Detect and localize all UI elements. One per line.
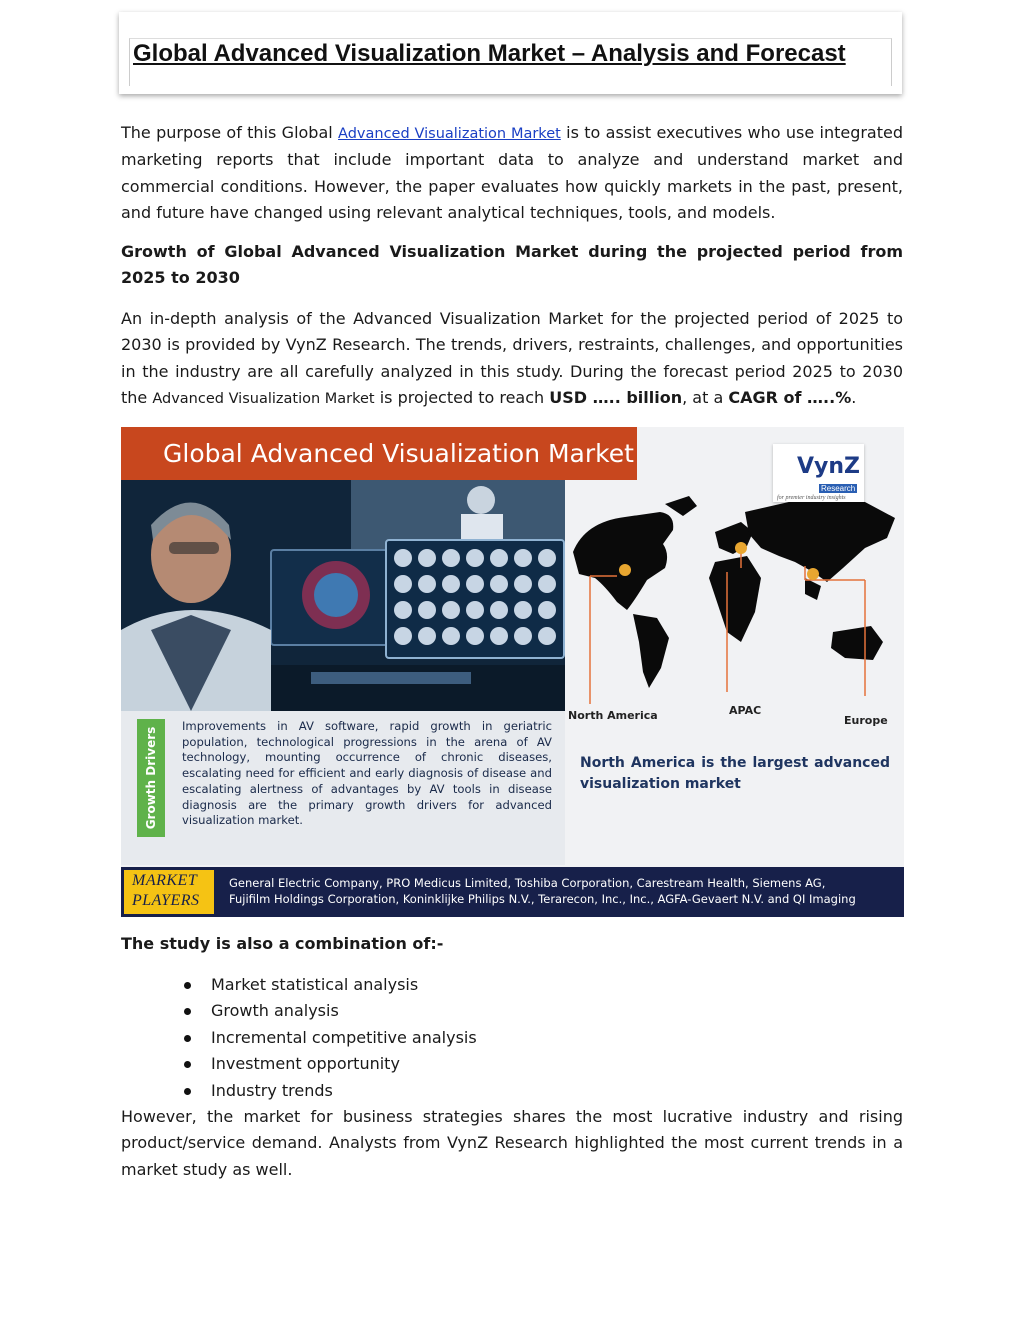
growth-drivers-label: Growth Drivers (144, 726, 158, 830)
closing-paragraph: However, the market for business strategies shares the most lucrative industry and rising product/service demand. Analysts from VynZ Research highlighted the most current trends in a market study as well. (121, 1107, 903, 1179)
logo-tagline: for premier industry insights (777, 495, 846, 501)
usd-value: USD ….. billion (549, 388, 683, 408)
cagr-value: CAGR of …..% (728, 388, 852, 408)
market-players-bar (121, 867, 904, 917)
logo-text: VynZ (797, 454, 860, 479)
list-item (121, 998, 721, 1024)
world-map (565, 482, 904, 712)
intro-after-link: is to assist executives who use integrated marketing reports that include important data to analyze and understand market and commercial conditions. However, the paper evaluates how quickly markets in the past, present, and future have changed using relevant analytical techniques, tools, and models. (121, 123, 904, 223)
largest-market-highlight: North America is the largest advanced visualization market (580, 755, 890, 792)
logo-subtitle: Research (821, 484, 856, 493)
bullet-icon (184, 1008, 191, 1015)
analysis-text: An in-depth analysis of the Advanced Visualization Market for the projected period of 2025 to 2030 is provided by VynZ Research. The trends, drivers, restraints, challenges, and opportunities in the industry are all carefully analyzed in this study. During the forecast period 2025 to 2030 the (121, 309, 903, 408)
region-apac: APAC (729, 704, 762, 717)
doctor-photo (121, 480, 565, 711)
market-players-tag (124, 870, 214, 914)
list-item-label: Industry trends (211, 1080, 333, 1100)
region-europe: Europe (844, 714, 888, 727)
page-title: Global Advanced Visualization Market – Analysis and Forecast (133, 40, 846, 67)
growth-drivers-panel (121, 711, 565, 865)
analysis-mid2: , at a (682, 388, 729, 408)
growth-drivers-text: Improvements in AV software, rapid growth in geriatric population, technological progressions in the arena of AV technology, mounting occurrence of chronic diseases, escalating need for efficient and early diagnosis of disease and escalating alertness of advantages by AV tools in disease diagnosis are the primary growth drivers for advanced visualization market. (182, 719, 552, 828)
growth-heading: Growth of Global Advanced Visualization Market during the projected period from 2025 to 2030 (121, 242, 903, 288)
list-item (121, 1078, 721, 1104)
players-tag-line-1: MARKET (132, 872, 198, 889)
growth-drivers-tab (137, 719, 165, 837)
infographic-banner: Global Advanced Visualization Market (121, 427, 637, 480)
analysis-mid: is projected to reach (374, 388, 550, 408)
bullet-icon (184, 982, 191, 989)
list-item (121, 1051, 721, 1077)
bullet-icon (184, 1035, 191, 1042)
market-link[interactable]: Advanced Visualization Market (338, 126, 561, 142)
study-list (121, 972, 721, 1104)
vynz-logo (773, 444, 864, 502)
analysis-market-name: Advanced Visualization Market (152, 391, 375, 408)
list-item-label: Market statistical analysis (211, 975, 419, 994)
intro-before-link: The purpose of this Global (121, 123, 339, 142)
players-line-2: Fujifilm Holdings Corporation, Koninklijke Philips N.V., Terarecon, Inc., Inc., AGFA-Gevaert N.V. and QI Imaging (229, 892, 856, 906)
analysis-paragraph (121, 306, 903, 413)
bullet-icon (184, 1061, 191, 1068)
list-item-label: Growth analysis (211, 1001, 339, 1021)
players-tag-line-2: PLAYERS (132, 892, 200, 909)
market-players-list (229, 875, 899, 907)
doctor-illustration (121, 480, 565, 711)
infographic (121, 427, 904, 917)
study-heading: The study is also a combination of:- (121, 934, 444, 953)
analysis-end: . (851, 388, 857, 408)
intro-paragraph (121, 120, 903, 227)
players-line-1: General Electric Company, PRO Medicus Limited, Toshiba Corporation, Carestream Health, Siemens AG, (229, 876, 826, 890)
region-north-america: North America (568, 709, 658, 722)
list-item (121, 972, 721, 998)
list-item (121, 1025, 721, 1051)
title-box (119, 12, 902, 94)
bullet-icon (184, 1088, 191, 1095)
list-item-label: Incremental competitive analysis (211, 1027, 477, 1047)
list-item-label: Investment opportunity (211, 1054, 400, 1074)
